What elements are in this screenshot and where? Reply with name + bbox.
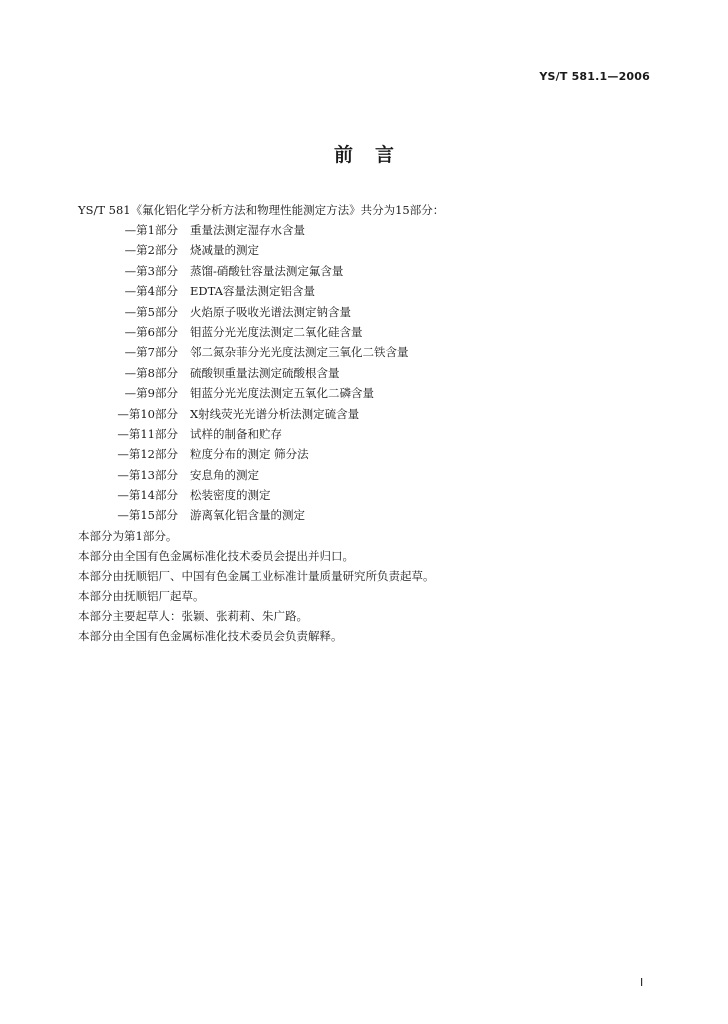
list-item <box>78 505 658 525</box>
list-item <box>78 363 658 383</box>
part-number: —第3部分 <box>124 263 178 278</box>
part-number: —第5部分 <box>124 304 178 319</box>
part-title: 安息角的测定 <box>190 467 259 482</box>
part-title: 试样的制备和贮存 <box>190 426 282 441</box>
part-title: 游离氧化铝含量的测定 <box>190 508 305 523</box>
paragraph: 本部分由抚顺铝厂、中国有色金属工业标准计量质量研究所负责起草。 <box>78 568 435 583</box>
part-number: —第10部分 <box>117 406 178 421</box>
part-number: —第13部分 <box>117 467 178 482</box>
part-title: 重量法测定湿存水含量 <box>190 223 305 237</box>
list-item <box>78 444 658 464</box>
part-title: 硫酸钡重量法测定硫酸根含量 <box>190 365 340 380</box>
list-item <box>78 240 658 260</box>
part-title: 蒸馏-硝酸钍容量法测定氟含量 <box>190 263 344 278</box>
part-title: 钼蓝分光光度法测定五氧化二磷含量 <box>190 386 374 401</box>
paragraph: 本部分由全国有色金属标准化技术委员会提出并归口。 <box>78 548 354 563</box>
intro-line: YS/T 581《氟化铝化学分析方法和物理性能测定方法》共分为15部分： <box>78 203 445 217</box>
page-title: 前言 <box>333 144 416 166</box>
paragraph: 本部分由抚顺铝厂起草。 <box>78 588 205 603</box>
list-item <box>78 404 658 424</box>
part-title: 钼蓝分光光度法测定二氧化硅含量 <box>190 324 363 339</box>
parts-list <box>78 220 658 526</box>
part-number: —第2部分 <box>124 243 178 258</box>
list-item <box>78 261 658 281</box>
part-number: —第7部分 <box>124 345 178 360</box>
part-title: 火焰原子吸收光谱法测定钠含量 <box>190 304 351 319</box>
part-title: X射线荧光光谱分析法测定硫含量 <box>190 406 360 421</box>
part-number: —第1部分 <box>124 223 178 237</box>
list-item <box>78 220 658 240</box>
list-item <box>78 302 658 322</box>
part-title: 邻二氮杂菲分光光度法测定三氧化二铁含量 <box>190 345 409 360</box>
list-item <box>78 424 658 444</box>
list-item <box>78 281 658 301</box>
part-number: —第9部分 <box>124 386 178 401</box>
part-title: EDTA容量法测定铝含量 <box>190 284 315 299</box>
part-number: —第15部分 <box>117 508 178 523</box>
part-number: —第4部分 <box>124 284 178 299</box>
document-body <box>78 200 658 646</box>
part-number: —第11部分 <box>117 426 178 441</box>
paragraph: 本部分为第1部分。 <box>78 528 178 543</box>
list-item <box>78 342 658 362</box>
standard-number: YS/T 581.1—2006 <box>539 70 650 83</box>
part-title: 松装密度的测定 <box>190 488 271 503</box>
part-number: —第6部分 <box>124 324 178 339</box>
list-item <box>78 485 658 505</box>
part-number: —第14部分 <box>117 488 178 503</box>
list-item <box>78 465 658 485</box>
part-number: —第8部分 <box>124 365 178 380</box>
paragraph: 本部分由全国有色金属标准化技术委员会负责解释。 <box>78 628 343 643</box>
paragraph: 本部分主要起草人：张颖、张莉莉、朱广路。 <box>78 608 308 623</box>
page-number: I <box>640 976 644 989</box>
list-item <box>78 322 658 342</box>
list-item <box>78 383 658 403</box>
part-title: 粒度分布的测定 筛分法 <box>190 447 309 462</box>
part-title: 烧减量的测定 <box>190 243 259 258</box>
part-number: —第12部分 <box>117 447 178 462</box>
